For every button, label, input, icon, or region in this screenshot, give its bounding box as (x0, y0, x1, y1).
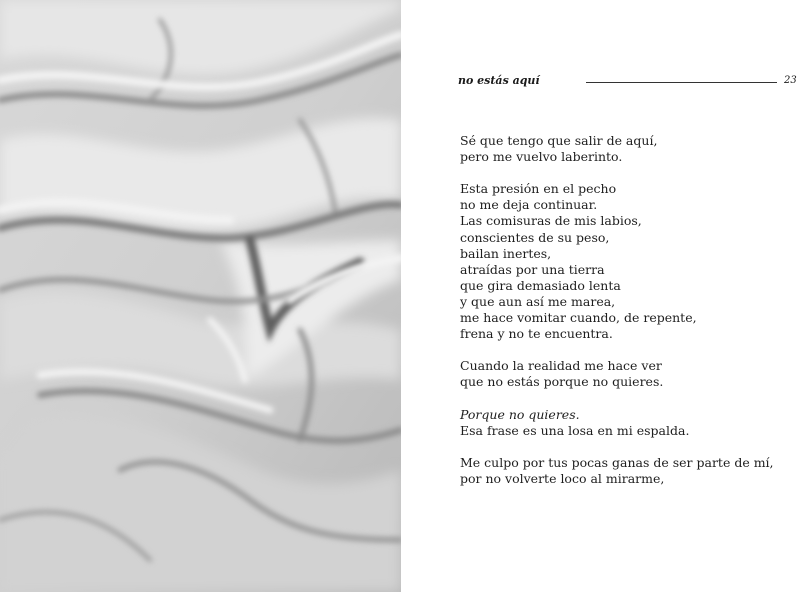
stanza (460, 407, 790, 439)
poem-line: me hace vomitar cuando, de repente, (460, 310, 697, 326)
poem-line: que no estás porque no quieres. (460, 374, 664, 390)
poem-line: por no volverte loco al mirarme, (460, 470, 665, 486)
stanza (460, 455, 790, 487)
stanza (460, 181, 790, 342)
stanza (460, 358, 790, 390)
poem-line: pero me vuelvo laberinto. (460, 149, 623, 165)
running-head (458, 74, 800, 90)
chapter-title: no estás aquí (458, 74, 540, 87)
poem-line: conscientes de su peso, (460, 229, 610, 245)
poem-line: Cuando la realidad me hace ver (460, 358, 662, 374)
poem-line: Esa frase es una losa en mi espalda. (460, 422, 690, 438)
header-rule-left (586, 82, 777, 83)
poem-line: Sé que tengo que salir de aquí, (460, 133, 658, 148)
poem-line: atraídas por una tierra (460, 261, 605, 277)
poem-line: que gira demasiado lenta (460, 277, 621, 293)
poem-line: Las comisuras de mis labios, (460, 213, 642, 229)
poem-line: Esta presión en el pecho (460, 181, 617, 197)
page-number: 23 (784, 75, 797, 86)
poem-line: Me culpo por tus pocas ganas de ser parte de mí, (460, 454, 774, 470)
poem-line: frena y no te encuentra. (460, 326, 613, 342)
stanza (460, 133, 790, 165)
poem-line: no me deja continuar. (460, 197, 598, 213)
poem-line: y que aun así me marea, (460, 293, 616, 309)
text-page (401, 0, 800, 592)
poem (460, 133, 790, 503)
poem-line-italic: Porque no quieres. (460, 406, 580, 422)
poem-line: bailan inertes, (460, 245, 552, 261)
